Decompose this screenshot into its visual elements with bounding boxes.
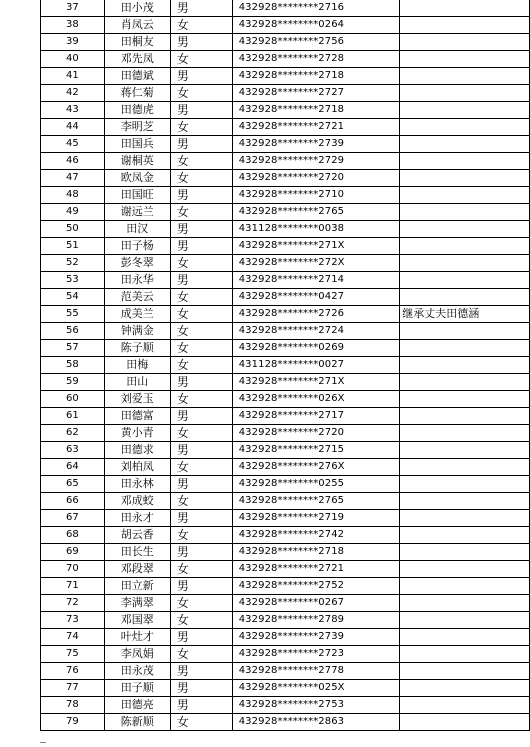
gender-cell: 女 (170, 51, 232, 68)
table-row (41, 153, 530, 170)
gender-cell: 女 (170, 612, 232, 629)
name-cell: 田梅 (104, 357, 170, 374)
gender-cell: 男 (170, 136, 232, 153)
name-cell: 刘柏凤 (104, 459, 170, 476)
gender-cell: 男 (170, 68, 232, 85)
gender-cell: 男 (170, 442, 232, 459)
name-cell: 田子顺 (104, 680, 170, 697)
id-number-cell: 432928********0269 (232, 340, 400, 357)
row-number-cell: 57 (41, 340, 105, 357)
remark-cell (400, 187, 530, 204)
name-cell: 田永才 (104, 510, 170, 527)
roster-table (40, 0, 530, 731)
name-cell: 胡云香 (104, 527, 170, 544)
name-cell: 邓成蛟 (104, 493, 170, 510)
gender-cell: 女 (170, 459, 232, 476)
id-number-cell: 432928********0264 (232, 17, 400, 34)
gender-cell: 男 (170, 629, 232, 646)
row-number-cell: 48 (41, 187, 105, 204)
table-row (41, 544, 530, 561)
row-number-cell: 54 (41, 289, 105, 306)
id-number-cell: 431128********0027 (232, 357, 400, 374)
remark-cell (400, 629, 530, 646)
remark-cell (400, 255, 530, 272)
gender-cell: 女 (170, 646, 232, 663)
row-number-cell: 71 (41, 578, 105, 595)
remark-cell (400, 459, 530, 476)
name-cell: 彭冬翠 (104, 255, 170, 272)
table-row (41, 357, 530, 374)
row-number-cell: 41 (41, 68, 105, 85)
name-cell: 田汉 (104, 221, 170, 238)
name-cell: 黄小青 (104, 425, 170, 442)
remark-cell (400, 102, 530, 119)
row-number-cell: 46 (41, 153, 105, 170)
table-row (41, 221, 530, 238)
id-number-cell: 431128********0038 (232, 221, 400, 238)
table-row (41, 238, 530, 255)
remark-cell (400, 646, 530, 663)
id-number-cell: 432928********2742 (232, 527, 400, 544)
id-number-cell: 432928********2765 (232, 204, 400, 221)
id-number-cell: 432928********2719 (232, 510, 400, 527)
row-number-cell: 39 (41, 34, 105, 51)
table-row (41, 323, 530, 340)
name-cell: 成美兰 (104, 306, 170, 323)
remark-cell (400, 408, 530, 425)
remark-cell (400, 323, 530, 340)
name-cell: 田永林 (104, 476, 170, 493)
gender-cell: 男 (170, 680, 232, 697)
gender-cell: 男 (170, 34, 232, 51)
gender-cell: 男 (170, 544, 232, 561)
table-row (41, 85, 530, 102)
row-number-cell: 77 (41, 680, 105, 697)
remark-cell (400, 663, 530, 680)
remark-cell (400, 119, 530, 136)
gender-cell: 女 (170, 561, 232, 578)
name-cell: 邓段翠 (104, 561, 170, 578)
id-number-cell: 432928********2721 (232, 119, 400, 136)
row-number-cell: 67 (41, 510, 105, 527)
row-number-cell: 49 (41, 204, 105, 221)
name-cell: 李明芝 (104, 119, 170, 136)
remark-cell (400, 204, 530, 221)
id-number-cell: 432928********2778 (232, 663, 400, 680)
id-number-cell: 432928********271X (232, 238, 400, 255)
name-cell: 李凤娟 (104, 646, 170, 663)
remark-cell (400, 561, 530, 578)
gender-cell: 男 (170, 476, 232, 493)
gender-cell: 男 (170, 187, 232, 204)
name-cell: 谢远兰 (104, 204, 170, 221)
gender-cell: 女 (170, 323, 232, 340)
remark-cell (400, 170, 530, 187)
row-number-cell: 59 (41, 374, 105, 391)
table-row (41, 340, 530, 357)
gender-cell: 男 (170, 408, 232, 425)
name-cell: 田桐友 (104, 34, 170, 51)
remark-cell (400, 85, 530, 102)
row-number-cell: 70 (41, 561, 105, 578)
gender-cell: 女 (170, 425, 232, 442)
table-row (41, 17, 530, 34)
id-number-cell: 432928********2753 (232, 697, 400, 714)
table-row (41, 289, 530, 306)
remark-cell (400, 340, 530, 357)
remark-cell (400, 544, 530, 561)
gender-cell: 女 (170, 357, 232, 374)
id-number-cell: 432928********2718 (232, 544, 400, 561)
name-cell: 陈子顺 (104, 340, 170, 357)
row-number-cell: 68 (41, 527, 105, 544)
table-row (41, 680, 530, 697)
table-row (41, 527, 530, 544)
id-number-cell: 432928********2720 (232, 170, 400, 187)
gender-cell: 男 (170, 578, 232, 595)
remark-cell (400, 221, 530, 238)
gender-cell: 女 (170, 527, 232, 544)
id-number-cell: 432928********2716 (232, 0, 400, 17)
row-number-cell: 43 (41, 102, 105, 119)
id-number-cell: 432928********276X (232, 459, 400, 476)
gender-cell: 男 (170, 238, 232, 255)
name-cell: 钟满金 (104, 323, 170, 340)
id-number-cell: 432928********2728 (232, 51, 400, 68)
row-number-cell: 73 (41, 612, 105, 629)
id-number-cell: 432928********0267 (232, 595, 400, 612)
remark-cell (400, 425, 530, 442)
row-number-cell: 56 (41, 323, 105, 340)
table-row (41, 187, 530, 204)
remark-cell (400, 0, 530, 17)
name-cell: 叶灶才 (104, 629, 170, 646)
remark-cell (400, 357, 530, 374)
gender-cell: 女 (170, 493, 232, 510)
id-number-cell: 432928********026X (232, 391, 400, 408)
gender-cell: 女 (170, 170, 232, 187)
remark-cell (400, 289, 530, 306)
row-number-cell: 55 (41, 306, 105, 323)
name-cell: 邓先凤 (104, 51, 170, 68)
id-number-cell: 432928********2724 (232, 323, 400, 340)
gender-cell: 女 (170, 85, 232, 102)
id-number-cell: 432928********271X (232, 374, 400, 391)
table-row (41, 170, 530, 187)
table-row (41, 595, 530, 612)
table-row (41, 663, 530, 680)
gender-cell: 女 (170, 289, 232, 306)
name-cell: 欧凤金 (104, 170, 170, 187)
remark-cell (400, 442, 530, 459)
gender-cell: 女 (170, 17, 232, 34)
gender-cell: 女 (170, 595, 232, 612)
id-number-cell: 432928********2727 (232, 85, 400, 102)
name-cell: 范美云 (104, 289, 170, 306)
name-cell: 邓国翠 (104, 612, 170, 629)
gender-cell: 女 (170, 306, 232, 323)
row-number-cell: 78 (41, 697, 105, 714)
name-cell: 田小茂 (104, 0, 170, 17)
id-number-cell: 432928********2739 (232, 629, 400, 646)
name-cell: 田国兵 (104, 136, 170, 153)
gender-cell: 女 (170, 714, 232, 731)
row-number-cell: 75 (41, 646, 105, 663)
row-number-cell: 64 (41, 459, 105, 476)
gender-cell: 男 (170, 374, 232, 391)
table-row (41, 102, 530, 119)
id-number-cell: 432928********2752 (232, 578, 400, 595)
gender-cell: 男 (170, 663, 232, 680)
row-number-cell: 40 (41, 51, 105, 68)
remark-cell (400, 136, 530, 153)
table-row (41, 408, 530, 425)
id-number-cell: 432928********2720 (232, 425, 400, 442)
gender-cell: 女 (170, 391, 232, 408)
name-cell: 刘爱玉 (104, 391, 170, 408)
row-number-cell: 52 (41, 255, 105, 272)
remark-cell (400, 238, 530, 255)
id-number-cell: 432928********2739 (232, 136, 400, 153)
id-number-cell: 432928********2756 (232, 34, 400, 51)
gender-cell: 女 (170, 153, 232, 170)
row-number-cell: 76 (41, 663, 105, 680)
remark-cell (400, 374, 530, 391)
remark-cell (400, 272, 530, 289)
remark-cell (400, 17, 530, 34)
gender-cell: 男 (170, 510, 232, 527)
name-cell: 谢桐英 (104, 153, 170, 170)
id-number-cell: 432928********2726 (232, 306, 400, 323)
id-number-cell: 432928********2721 (232, 561, 400, 578)
remark-cell (400, 680, 530, 697)
id-number-cell: 432928********2863 (232, 714, 400, 731)
gender-cell: 男 (170, 272, 232, 289)
id-number-cell: 432928********2710 (232, 187, 400, 204)
table-row (41, 391, 530, 408)
id-number-cell: 432928********0427 (232, 289, 400, 306)
row-number-cell: 51 (41, 238, 105, 255)
name-cell: 田德亮 (104, 697, 170, 714)
name-cell: 田国旺 (104, 187, 170, 204)
remark-cell (400, 476, 530, 493)
row-number-cell: 63 (41, 442, 105, 459)
table-row (41, 119, 530, 136)
remark-cell (400, 153, 530, 170)
roster-table-body (41, 0, 530, 731)
name-cell: 田山 (104, 374, 170, 391)
id-number-cell: 432928********2715 (232, 442, 400, 459)
gender-cell: 女 (170, 119, 232, 136)
remark-cell (400, 612, 530, 629)
remark-cell (400, 391, 530, 408)
table-row (41, 306, 530, 323)
name-cell: 田永华 (104, 272, 170, 289)
name-cell: 田德斌 (104, 68, 170, 85)
remark-cell (400, 510, 530, 527)
remark-cell (400, 595, 530, 612)
table-row (41, 493, 530, 510)
id-number-cell: 432928********2717 (232, 408, 400, 425)
table-row (41, 0, 530, 17)
name-cell: 田长生 (104, 544, 170, 561)
table-row (41, 204, 530, 221)
id-number-cell: 432928********0255 (232, 476, 400, 493)
id-number-cell: 432928********2729 (232, 153, 400, 170)
id-number-cell: 432928********2714 (232, 272, 400, 289)
gender-cell: 女 (170, 255, 232, 272)
gender-cell: 男 (170, 221, 232, 238)
table-row (41, 68, 530, 85)
table-row (41, 51, 530, 68)
table-row (41, 136, 530, 153)
name-cell: 李满翠 (104, 595, 170, 612)
remark-cell (400, 493, 530, 510)
row-number-cell: 50 (41, 221, 105, 238)
id-number-cell: 432928********272X (232, 255, 400, 272)
table-row (41, 374, 530, 391)
table-row (41, 646, 530, 663)
table-row (41, 425, 530, 442)
gender-cell: 男 (170, 102, 232, 119)
gender-cell: 男 (170, 697, 232, 714)
id-number-cell: 432928********2718 (232, 102, 400, 119)
table-row (41, 476, 530, 493)
name-cell: 肖凤云 (104, 17, 170, 34)
id-number-cell: 432928********025X (232, 680, 400, 697)
id-number-cell: 432928********2718 (232, 68, 400, 85)
table-row (41, 510, 530, 527)
row-number-cell: 65 (41, 476, 105, 493)
row-number-cell: 74 (41, 629, 105, 646)
remark-cell (400, 578, 530, 595)
row-number-cell: 38 (41, 17, 105, 34)
table-row (41, 578, 530, 595)
row-number-cell: 66 (41, 493, 105, 510)
name-cell: 田德富 (104, 408, 170, 425)
page-corner-mark (40, 742, 46, 743)
remark-cell: 继承丈夫田德涵 (400, 306, 530, 323)
row-number-cell: 60 (41, 391, 105, 408)
row-number-cell: 47 (41, 170, 105, 187)
row-number-cell: 42 (41, 85, 105, 102)
name-cell: 田永茂 (104, 663, 170, 680)
row-number-cell: 61 (41, 408, 105, 425)
name-cell: 蒋仁菊 (104, 85, 170, 102)
row-number-cell: 45 (41, 136, 105, 153)
id-number-cell: 432928********2723 (232, 646, 400, 663)
table-row (41, 34, 530, 51)
remark-cell (400, 34, 530, 51)
row-number-cell: 37 (41, 0, 105, 17)
remark-cell (400, 527, 530, 544)
name-cell: 田德求 (104, 442, 170, 459)
row-number-cell: 58 (41, 357, 105, 374)
remark-cell (400, 68, 530, 85)
row-number-cell: 53 (41, 272, 105, 289)
gender-cell: 女 (170, 204, 232, 221)
row-number-cell: 62 (41, 425, 105, 442)
table-row (41, 442, 530, 459)
table-row (41, 714, 530, 731)
table-row (41, 629, 530, 646)
name-cell: 田立新 (104, 578, 170, 595)
id-number-cell: 432928********2765 (232, 493, 400, 510)
row-number-cell: 72 (41, 595, 105, 612)
name-cell: 陈新顺 (104, 714, 170, 731)
name-cell: 田德虎 (104, 102, 170, 119)
table-row (41, 255, 530, 272)
row-number-cell: 79 (41, 714, 105, 731)
name-cell: 田子杨 (104, 238, 170, 255)
table-row (41, 459, 530, 476)
row-number-cell: 69 (41, 544, 105, 561)
id-number-cell: 432928********2789 (232, 612, 400, 629)
table-row (41, 697, 530, 714)
gender-cell: 男 (170, 0, 232, 17)
table-row (41, 272, 530, 289)
row-number-cell: 44 (41, 119, 105, 136)
remark-cell (400, 51, 530, 68)
remark-cell (400, 697, 530, 714)
table-row (41, 612, 530, 629)
remark-cell (400, 714, 530, 731)
gender-cell: 女 (170, 340, 232, 357)
table-row (41, 561, 530, 578)
